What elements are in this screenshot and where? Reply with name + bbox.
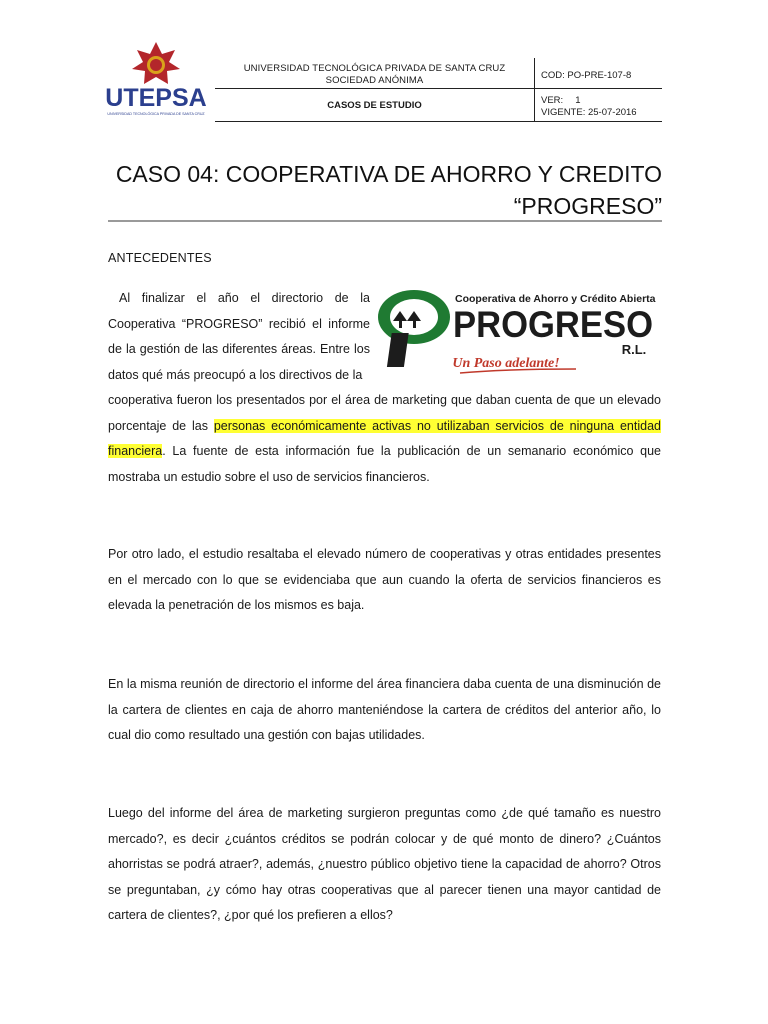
header-divider [534, 58, 535, 122]
doc-valid-date: VIGENTE: 25-07-2016 [541, 107, 637, 118]
header-doc-title: CASOS DE ESTUDIO [327, 100, 422, 111]
institution-line-1: UNIVERSIDAD TECNOLÓGICA PRIVADA DE SANTA CRUZ [243, 63, 506, 74]
header-rule-bottom [215, 121, 662, 122]
utepsa-logo-subtext: UNIVERSIDAD TECNOLÓGICA PRIVADA DE SANTA CRUZ [107, 112, 205, 116]
paragraph-intro: Al finalizar el año el directorio de la Cooperativa “PROGRESO” recibió el informe de la gestión de las diferentes áreas. Entre los datos qué más preocupó a los directivos de la [108, 291, 370, 382]
case-title-line-2: “PROGRESO” [513, 193, 662, 219]
progreso-logo [376, 281, 660, 381]
paragraph-1-text-b: . La fuente de esta información fue la publicación de un semanario económico que mostraba un estudio sobre el uso de servicios financieros. [108, 444, 661, 484]
doc-version-block [541, 95, 637, 119]
header-institution [215, 63, 534, 87]
progreso-emblem-icon [378, 290, 450, 367]
institution-line-2: SOCIEDAD ANÓNIMA [325, 75, 424, 86]
paragraph-3: En la misma reunión de directorio el informe del área financiera daba cuenta de una disminución de la cartera de clientes en caja de ahorro manteniéndose la cartera de créditos del anterior año, lo cual dio como resultado una gestión con bajas utilidades. [108, 677, 661, 742]
progreso-logo-top-text: Cooperativa de Ahorro y Crédito Abierta [455, 293, 656, 305]
utepsa-logo-text: UTEPSA [105, 84, 207, 112]
star-emblem-icon [132, 42, 180, 84]
header-rule-top [215, 88, 662, 89]
case-title-line-1: COOPERATIVA DE AHORRO Y CREDITO [219, 161, 662, 187]
paragraph-4: Luego del informe del área de marketing surgieron preguntas como ¿de qué tamaño es nuestro mercado?, es decir ¿cuántos créditos se podrán colocar y de qué monto de dinero? ¿Cuántos ahorristas se podrá atraer?, además, ¿nuestro público objetivo tiene la capacidad de ahorro? Otros se preguntaban, ¿y cómo hay otras cooperativas que al parecer tienen una mayor cantidad de cartera de clientes?, ¿por qué los prefieren a ellos? [108, 806, 661, 922]
paragraph-1-text-a: cooperativa fueron los presentados por el área de marketing que daban cuenta de que un elevado porcentaje de las [108, 393, 661, 433]
version-label: VER: [541, 95, 564, 106]
progreso-logo-name: PROGRESO [453, 304, 653, 345]
section-heading: ANTECEDENTES [108, 251, 212, 265]
case-number: CASO 04 [115, 161, 213, 187]
title-underline [108, 220, 662, 222]
case-title-colon: : [212, 161, 220, 187]
case-title [108, 158, 662, 222]
paragraph-1 [108, 388, 661, 490]
utepsa-logo [96, 40, 216, 118]
doc-code: COD: PO-PRE-107-8 [541, 70, 632, 81]
paragraph-2: Por otro lado, el estudio resaltaba el elevado número de cooperativas y otras entidades presentes en el mercado con lo que se evidenciaba que aun cuando la oferta de servicios financieros es elevada la penetración de los mismos es baja. [108, 547, 661, 612]
progreso-logo-suffix: R.L. [621, 342, 647, 357]
highlighted-text: personas económicamente activas no utilizaban servicios de ninguna entidad financiera [108, 418, 661, 458]
progreso-logo-slogan: Un Paso adelante! [452, 356, 560, 371]
version-value: 1 [575, 95, 581, 106]
